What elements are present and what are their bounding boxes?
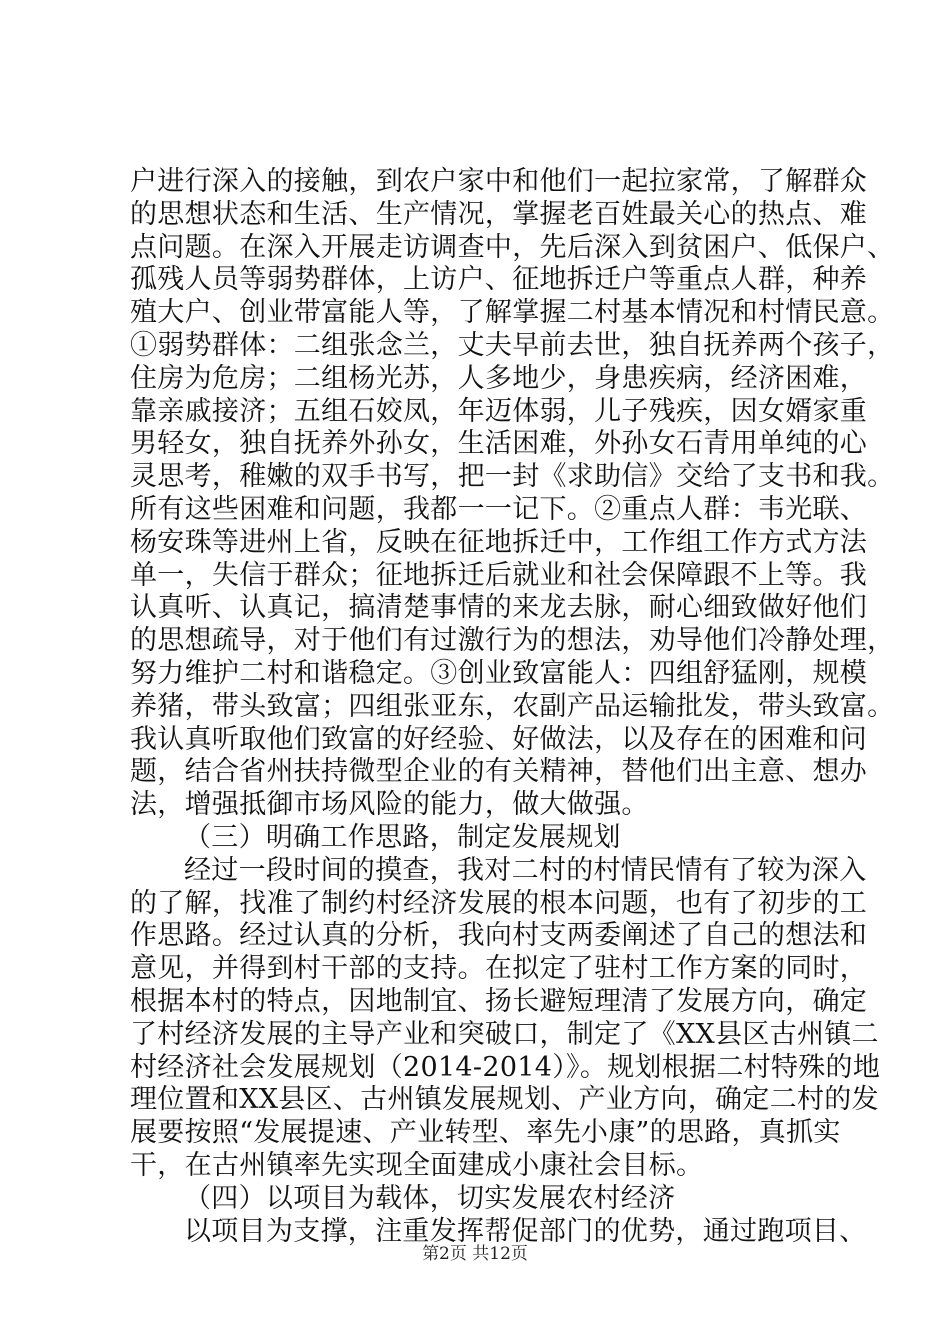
document-body xyxy=(130,166,895,1248)
text-line: 所有这些困难和问题，我都一一记下。②重点人群：韦光联、 xyxy=(130,493,868,525)
text-line: 男轻女，独自抚养外孙女，生活困难，外孙女石青用单纯的心 xyxy=(130,428,868,460)
text-line: 经过一段时间的摸查，我对二村的村情民情有了较为深入 xyxy=(184,854,867,886)
text-line: 法，增强抵御市场风险的能力，做大做强。 xyxy=(130,789,649,821)
text-line: 的思想疏导，对于他们有过激行为的想法，劝导他们冷静处理， xyxy=(130,625,895,657)
text-line: 住房为危房；二组杨光苏，人多地少，身患疾病，经济困难， xyxy=(130,362,868,394)
text-line: 理位置和XX县区、古州镇发展规划、产业方向，确定二村的发 xyxy=(130,1084,879,1116)
text-line: （三）明确工作思路，制定发展规划 xyxy=(184,821,621,853)
text-line: 灵思考，稚嫩的双手书写，把一封《求助信》交给了支书和我。 xyxy=(130,461,895,493)
text-line: 点问题。在深入开展走访调查中，先后深入到贫困户、低保户、 xyxy=(130,231,895,263)
text-line: 干，在古州镇率先实现全面建成小康社会目标。 xyxy=(130,1149,704,1181)
text-line: （四）以项目为载体，切实发展农村经济 xyxy=(184,1182,676,1214)
text-line: 以项目为支撑，注重发挥帮促部门的优势，通过跑项目、 xyxy=(184,1215,867,1247)
page-footer: 第2页 共12页 xyxy=(422,1244,528,1264)
text-line: 户进行深入的接触，到农户家中和他们一起拉家常，了解群众 xyxy=(130,166,868,197)
text-line: 单一，失信于群众；征地拆迁后就业和社会保障跟不上等。我 xyxy=(130,559,868,591)
text-line: 杨安珠等进州上省，反映在征地拆迁中，工作组工作方式方法 xyxy=(130,526,868,558)
text-line: 孤残人员等弱势群体，上访户、征地拆迁户等重点人群，种养 xyxy=(130,264,868,296)
text-line: 题，结合省州扶持微型企业的有关精神，替他们出主意、想办 xyxy=(130,756,868,788)
text-line: 靠亲戚接济；五组石姣凤，年迈体弱，儿子残疾，因女婿家重 xyxy=(130,395,868,427)
text-line: 我认真听取他们致富的好经验、好做法，以及存在的困难和问 xyxy=(130,723,868,755)
text-line: 作思路。经过认真的分析，我向村支两委阐述了自己的想法和 xyxy=(130,920,868,952)
text-line: 认真听、认真记，搞清楚事情的来龙去脉，耐心细致做好他们 xyxy=(130,592,868,624)
text-line: 根据本村的特点，因地制宜、扬长避短理清了发展方向，确定 xyxy=(130,985,868,1017)
text-line: 努力维护二村和谐稳定。③创业致富能人：四组舒猛刚，规模 xyxy=(130,657,868,689)
text-line: 村经济社会发展规划（2014-2014）》。规划根据二村特殊的地 xyxy=(130,1051,881,1083)
text-line: 展要按照“发展提速、产业转型、率先小康”的思路，真抓实 xyxy=(130,1117,841,1149)
text-line: 的思想状态和生活、生产情况，掌握老百姓最关心的热点、难 xyxy=(130,198,868,230)
text-line: 殖大户、创业带富能人等，了解掌握二村基本情况和村情民意。 xyxy=(130,297,895,329)
text-line: 意见，并得到村干部的支持。在拟定了驻村工作方案的同时， xyxy=(130,953,868,985)
text-line: 的了解，找准了制约村经济发展的根本问题，也有了初步的工 xyxy=(130,887,868,919)
text-line: 养猪，带头致富；四组张亚东，农副产品运输批发，带头致富。 xyxy=(130,690,895,722)
text-line: ①弱势群体：二组张念兰，丈夫早前去世，独自抚养两个孩子， xyxy=(130,329,895,361)
text-line: 了村经济发展的主导产业和突破口，制定了《XX县区古州镇二 xyxy=(130,1018,879,1050)
